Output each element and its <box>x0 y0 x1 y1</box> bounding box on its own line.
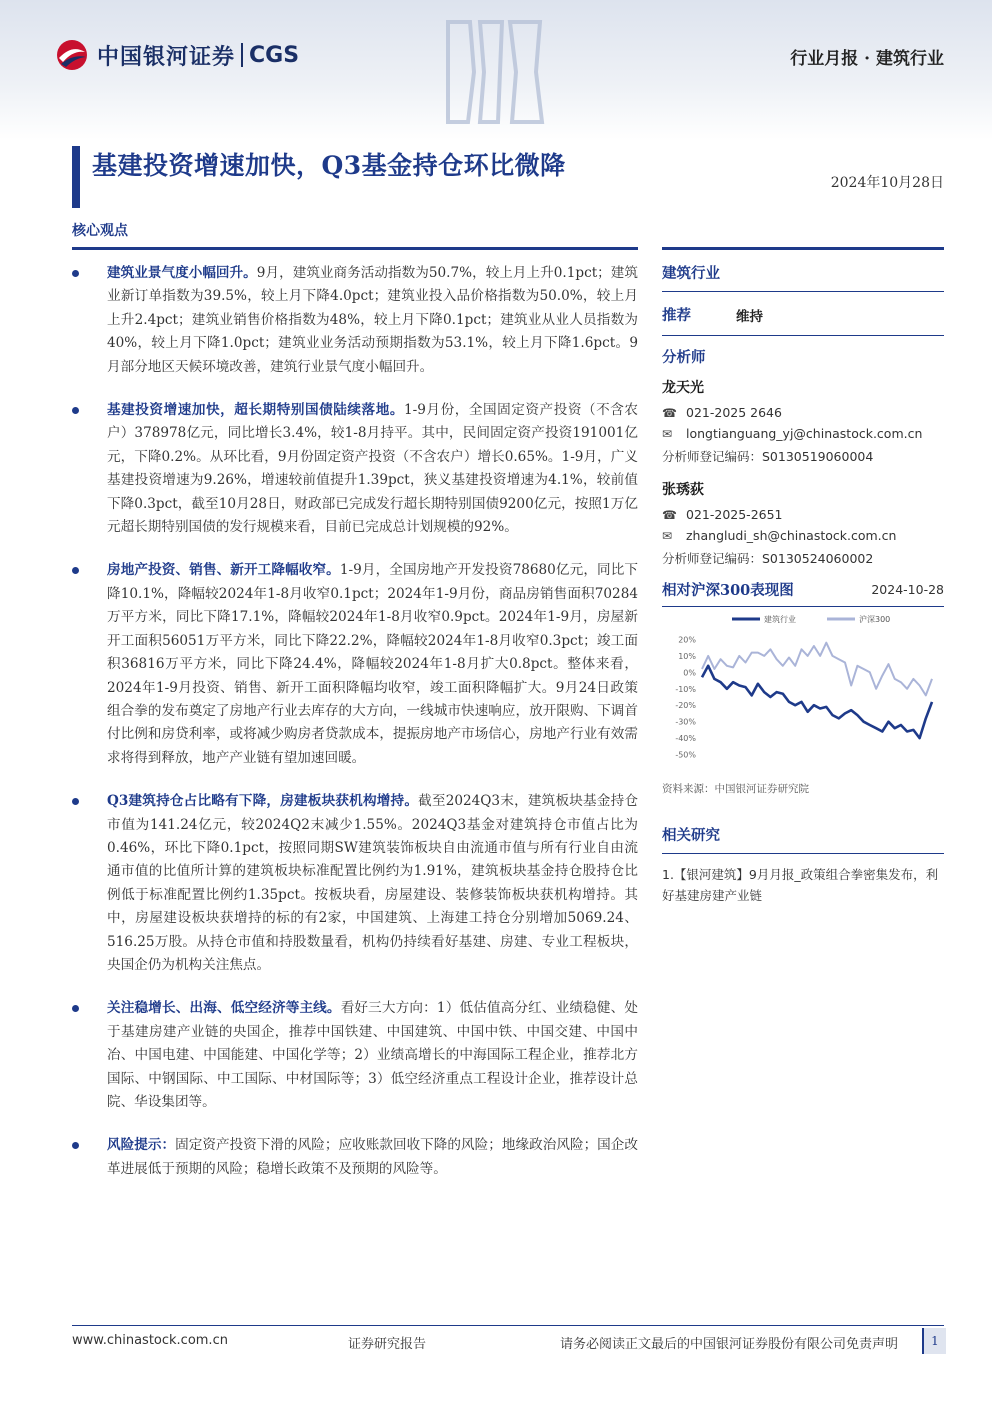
related-item[interactable]: 1.【银河建筑】9月月报_政策组合拳密集发布，利好基建房建产业链 <box>662 867 939 903</box>
sidebar-top-rule <box>662 247 944 250</box>
core-view-label: 核心观点 <box>72 223 128 239</box>
brand-divider <box>241 43 243 67</box>
core-view-item <box>72 997 638 1114</box>
rating-value: 维持 <box>736 308 763 325</box>
core-view-item <box>72 262 638 379</box>
analyst-cert: 分析师登记编码：S0130524060002 <box>662 551 874 566</box>
analyst-phone-row <box>662 405 944 420</box>
bullet-text: 1-9月，全国房地产开发投资78680亿元，同比下降10.1%，降幅较2024年1-8月收窄0.1pct；2024年1-9月份，商品房销售面积70284万平方米，同比下降17.1%，降幅较2024年1-8月收窄0.9pct。2024年1-9月，房屋新开工面积56051万平方米，同比下降22.2%，降幅较2024年1-8月收窄0.3pct；竣工面积36816万平方米，同比下降24.4%，降幅较2024年1-8月扩大0.8pct。整体来看，2024年1-9月投资、销售、新开工面积降幅均收窄，竣工面积降幅扩大。9月24日政策组合拳的发布奠定了房地产行业去库存的大方向，一线城市快速响应，放开限购、下调首付比例和房贷利率，或将减少购房者贷款成本，提振房地产市场信心，房地产行业有效需求将得到释放，地产产业链有望加速回暖。 <box>107 562 639 766</box>
chart-source: 资料来源：中国银河证券研究院 <box>662 783 809 795</box>
analyst-email[interactable]: longtianguang_yj@chinastock.com.cn <box>686 426 923 441</box>
galaxy-logo-icon <box>55 38 89 72</box>
chart-date: 2024-10-28 <box>871 582 944 597</box>
analyst-email[interactable]: zhangludi_sh@chinastock.com.cn <box>686 528 897 543</box>
core-view-item <box>72 559 638 770</box>
chart-divider <box>662 606 944 607</box>
page-number: 1 <box>922 1328 946 1354</box>
series-line <box>702 643 932 696</box>
bullet-lead: 风险提示： <box>107 1137 176 1154</box>
analyst-name: 张琇荻 <box>662 482 704 498</box>
mail-icon: ✉ <box>662 528 673 543</box>
brand-name-en: CGS <box>249 42 300 68</box>
footer-disclaimer: 请务必阅读正文最后的中国银河证券股份有限公司免责声明 <box>560 1337 899 1352</box>
legend-label: 沪深300 <box>859 615 891 624</box>
bullet-icon <box>72 567 79 574</box>
title-accent-bar <box>72 146 80 208</box>
core-view-item <box>72 399 638 539</box>
brand-name-cn: 中国银河证券 <box>97 44 236 70</box>
report-date: 2024年10月28日 <box>830 175 944 191</box>
analyst-card <box>662 377 944 465</box>
relative-performance-chart <box>662 611 944 781</box>
report-type: 行业月报 · 建筑行业 <box>790 49 944 69</box>
bullet-icon <box>72 270 79 277</box>
y-tick-label: -50% <box>675 750 696 760</box>
series-line <box>702 666 932 738</box>
bullet-lead: 建筑业景气度小幅回升。 <box>107 265 257 281</box>
analyst-card <box>662 479 944 567</box>
cgs-watermark-icon <box>440 12 560 132</box>
legend-label: 建筑行业 <box>764 615 796 624</box>
rating-label: 推荐 <box>662 307 691 324</box>
analyst-phone: 021-2025 2646 <box>686 405 782 420</box>
brand-logo <box>55 38 299 72</box>
bullet-text: 9月，建筑业商务活动指数为50.7%，较上月上升0.1pct；建筑业新订单指数为39.5%，较上月下降4.0pct；建筑业投入品价格指数为50.0%，较上月上升2.4pct；建筑业销售价格指数为48%，较上月下降0.1pct；建筑业从业人员指数为40%，较上月下降1.0pct；建筑业业务活动预期指数为53.1%，较上月下降1.6pct。9月部分地区天候环境改善，建筑行业景气度小幅回升。 <box>107 265 639 375</box>
analyst-email-row <box>662 426 944 441</box>
footer-divider <box>72 1325 944 1326</box>
y-tick-label: -20% <box>675 701 696 711</box>
bullet-text: 截至2024Q3末，建筑板块基金持仓市值为141.24亿元，较2024Q2末减少1.55%。2024Q3基金对建筑持仓市值占比为0.46%，环比下降0.1pct，按照同期SW建筑装饰板块自由流通市值与所有行业自由流通市值的比值所计算的建筑板块标准配置比例约为1.91%，建筑板块基金持仓股持仓比例低于标准配置比例约1.35pct。按板块看，房屋建设、装修装饰板块获机构增持。其中，房屋建设板块获增持的标的有2家，中国建筑、上海建工持仓分别增加5069.24、516.25万股。从持仓市值和持股数量看，机构仍持续看好基建、房建、专业工程板块，央国企仍为机构关注焦点。 <box>107 793 638 973</box>
bullet-text: 看好三大方向：1）低估值高分红、业绩稳健、处于基建房建产业链的央国企，推荐中国铁建、中国建筑、中国中铁、中国交建、中国中冶、中国电建、中国能建、中国化学等；2）业绩高增长的中海国际工程企业，推荐北方国际、中钢国际、中工国际、中材国际等；3）低空经济重点工程设计企业，推荐设计总院、华设集团等。 <box>107 1000 638 1110</box>
chart-header <box>662 579 944 600</box>
core-view-item <box>72 790 638 977</box>
core-view-item <box>72 1134 638 1181</box>
footer-doc-type: 证券研究报告 <box>348 1337 427 1352</box>
analyst-phone: 021-2025-2651 <box>686 507 783 522</box>
rating-row <box>662 304 944 325</box>
analyst-name: 龙天光 <box>662 380 704 396</box>
report-title: 基建投资增速加快，Q3基金持仓环比微降 <box>92 151 566 180</box>
y-tick-label: -10% <box>675 684 696 694</box>
y-tick-label: -40% <box>675 734 696 744</box>
sidebar-divider <box>662 335 944 336</box>
related-divider <box>662 853 944 854</box>
core-view-list <box>72 262 638 1201</box>
y-tick-label: 0% <box>683 668 696 678</box>
bullet-lead: 房地产投资、销售、新开工降幅收窄。 <box>107 562 340 579</box>
y-axis-ticks <box>675 635 696 759</box>
y-tick-label: 10% <box>678 651 696 661</box>
bullet-lead: Q3建筑持仓占比略有下降，房建板块获机构增持。 <box>107 793 419 810</box>
sidebar-divider <box>662 291 944 292</box>
bullet-lead: 关注稳增长、出海、低空经济等主线。 <box>107 1000 341 1017</box>
footer-url[interactable]: www.chinastock.com.cn <box>72 1333 228 1348</box>
bullet-icon <box>72 407 79 414</box>
y-tick-label: -30% <box>675 717 696 727</box>
bullet-icon <box>72 1005 79 1012</box>
mail-icon: ✉ <box>662 426 673 441</box>
chart-title: 相对沪深300表现图 <box>662 582 794 599</box>
chart-legend <box>732 614 890 624</box>
analyst-phone-row <box>662 507 944 522</box>
related-research-label: 相关研究 <box>662 827 720 844</box>
bullet-icon <box>72 798 79 805</box>
bullet-lead: 基建投资增速加快，超长期特别国债陆续落地。 <box>107 402 404 419</box>
chart-series <box>702 643 932 738</box>
analyst-cert: 分析师登记编码：S0130519060004 <box>662 449 874 464</box>
y-tick-label: 20% <box>678 635 696 645</box>
core-view-divider <box>72 247 638 250</box>
phone-icon: ☎ <box>662 507 677 522</box>
sidebar-industry: 建筑行业 <box>662 265 720 282</box>
analyst-label: 分析师 <box>662 349 706 366</box>
bullet-icon <box>72 1142 79 1149</box>
bullet-text: 1-9月份，全国固定资产投资（不含农户）378978亿元，同比增长3.4%，较1-8月持平。其中，民间固定资产投资191001亿元，下降0.2%。从环比看，9月份固定资产投资（不含农户）增长0.65%。1-9月，广义基建投资增速为9.26%，增速较前值提升1.39pct，狭义基建投资增速为4.1%，较前值下降0.3pct，截至10月28日，财政部已完成发行超长期特别国债9200亿元，按照1万亿元超长期特别国债的发行规模来看，目前已完成总计划规模的92%。 <box>107 402 639 536</box>
analyst-email-row <box>662 528 944 543</box>
phone-icon: ☎ <box>662 405 677 420</box>
sidebar <box>662 247 944 906</box>
bullet-text: 固定资产投资下滑的风险；应收账款回收下降的风险；地缘政治风险；国企改革进展低于预期的风险；稳增长政策不及预期的风险等。 <box>107 1137 639 1177</box>
